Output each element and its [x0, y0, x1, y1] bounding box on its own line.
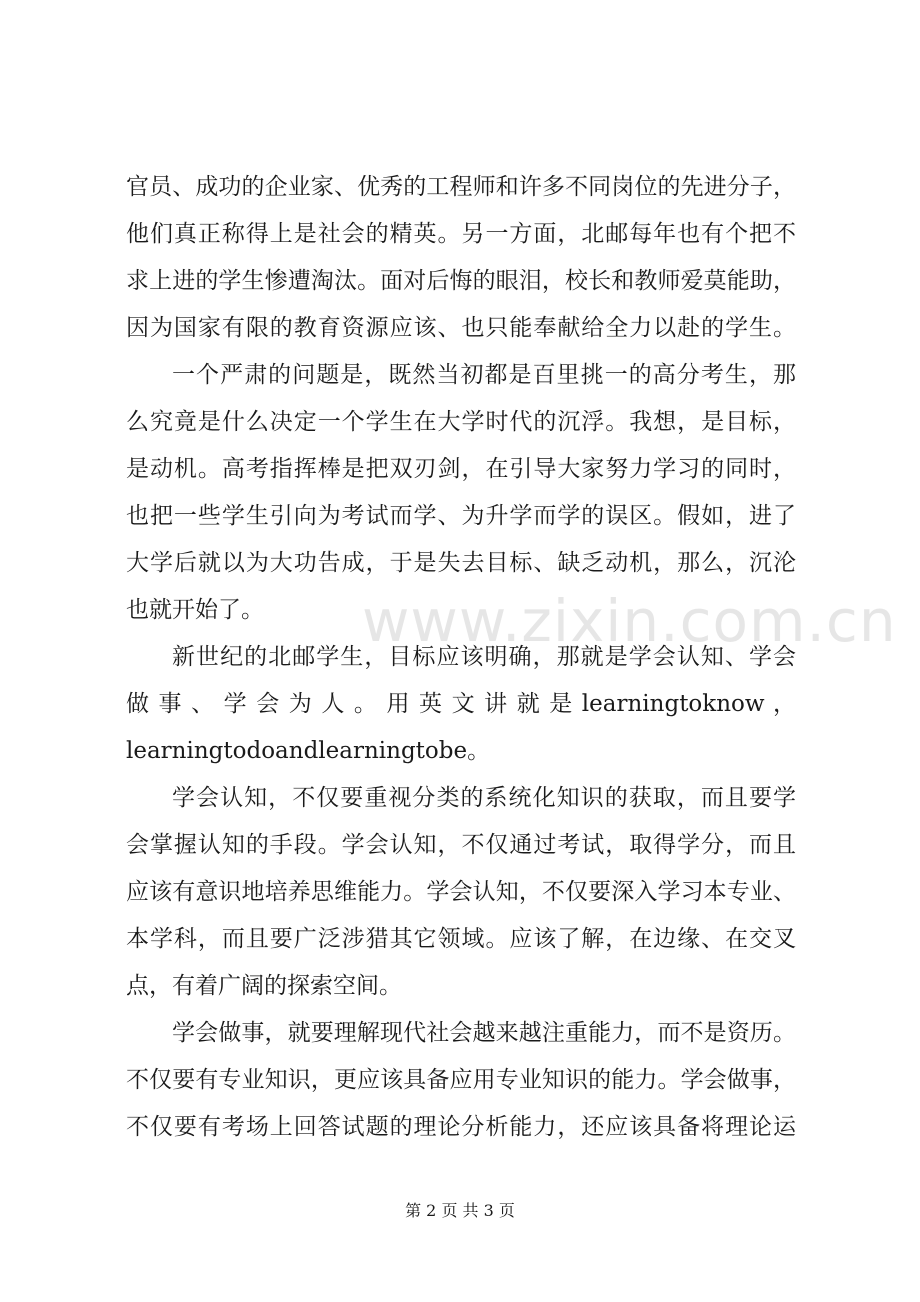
text-line: 做 事 、 学 会 为 人 。 用 英 文 讲 就 是 learningtoknow ，: [126, 691, 796, 717]
text-line: 不仅要有专业知识，更应该具备应用专业知识的能力。学会做事，: [126, 1067, 796, 1093]
text-line: 本学科，而且要广泛涉猎其它领域。应该了解，在边缘、在交叉: [126, 926, 796, 952]
paragraph-first-line: 一个严肃的问题是，既然当初都是百里挑一的高分考生，那: [172, 362, 796, 388]
text-line: 应该有意识地培养思维能力。学会认知，不仅要深入学习本专业、: [126, 879, 796, 905]
text-line: learningtodoandlearningtobe。: [126, 738, 491, 764]
text-line: 他们真正称得上是社会的精英。另一方面，北邮每年也有个把不: [126, 221, 796, 247]
text-line: 因为国家有限的教育资源应该、也只能奉献给全力以赴的学生。: [126, 315, 796, 341]
text-line: 也把一些学生引向为考试而学、为升学而学的误区。假如，进了: [126, 503, 796, 529]
paragraph-first-line: 学会做事，就要理解现代社会越来越注重能力，而不是资历。: [172, 1020, 796, 1046]
text-line: 也就开始了。: [126, 597, 264, 623]
text-line: 会掌握认知的手段。学会认知，不仅通过考试，取得学分，而且: [126, 832, 796, 858]
text-line: 么究竟是什么决定一个学生在大学时代的沉浮。我想，是目标，: [126, 409, 796, 435]
text-line: 点，有着广阔的探索空间。: [126, 973, 402, 999]
text-line: 不仅要有考场上回答试题的理论分析能力，还应该具备将理论运: [126, 1114, 796, 1140]
text-line: 官员、成功的企业家、优秀的工程师和许多不同岗位的先进分子，: [126, 174, 796, 200]
paragraph-first-line: 新世纪的北邮学生，目标应该明确，那就是学会认知、学会: [172, 644, 796, 670]
text-line: 求上进的学生惨遭淘汰。面对后悔的眼泪，校长和教师爱莫能助，: [126, 268, 796, 294]
paragraph-first-line: 学会认知，不仅要重视分类的系统化知识的获取，而且要学: [172, 785, 796, 811]
watermark: www.zixin.com.cn: [362, 587, 897, 655]
text-line: 是动机。高考指挥棒是把双刃剑，在引导大家努力学习的同时，: [126, 456, 796, 482]
text-line: 大学后就以为大功告成，于是失去目标、缺乏动机，那么，沉沦: [126, 550, 796, 576]
page-number: 第 2 页 共 3 页: [405, 1201, 515, 1220]
